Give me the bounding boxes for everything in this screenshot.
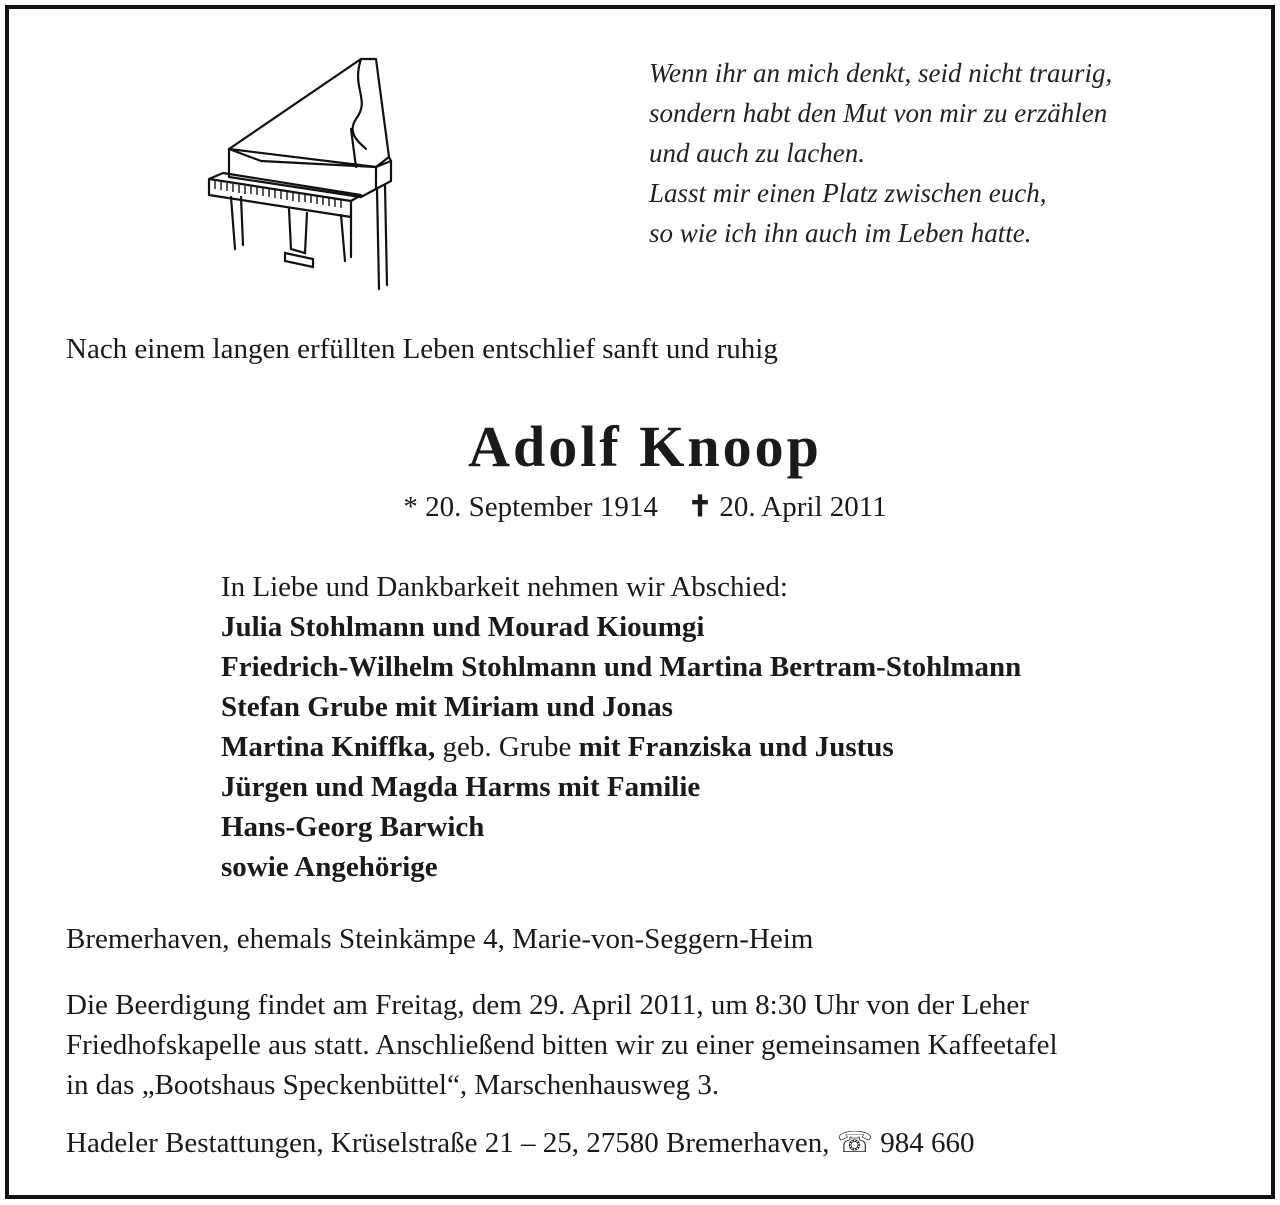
mourners-intro: In Liebe und Dankbarkeit nehmen wir Abschied: — [221, 571, 788, 603]
death-date: 20. April 2011 — [719, 491, 887, 523]
grand-piano-icon — [201, 49, 401, 299]
poem-line: sondern habt den Mut von mir zu erzählen — [649, 98, 1108, 128]
mourner-line: Stefan Grube mit Miriam und Jonas — [221, 691, 673, 723]
maiden-name: geb. Grube — [435, 731, 579, 763]
cross-icon: ✝ — [687, 491, 713, 523]
funeral-line: Friedhofskapelle aus statt. Anschließend bitten wir zu einer gemeinsamen Kaffeetafel — [66, 1029, 1058, 1061]
place-text: Bremerhaven, ehemals Steinkämpe 4, Marie-von-Seggern-Heim — [66, 923, 814, 955]
life-dates — [9, 489, 1280, 524]
funeral-line: in das „Bootshaus Speckenbüttel“, Marschenhausweg 3. — [66, 1069, 720, 1101]
funeral-line: Die Beerdigung findet am Freitag, dem 29. April 2011, um 8:30 Uhr von der Leher — [66, 989, 1029, 1021]
mourners-list — [221, 567, 1021, 887]
mourner-line — [221, 727, 1021, 767]
funeral-details — [66, 985, 1058, 1105]
poem-line: und auch zu lachen. — [649, 138, 865, 168]
poem-line: Wenn ihr an mich denkt, seid nicht traurig, — [649, 58, 1113, 88]
mourner-line: Friedrich-Wilhelm Stohlmann und Martina Bertram-Stohlmann — [221, 651, 1022, 683]
memorial-poem — [649, 53, 1249, 253]
mourner-line: Hans-Georg Barwich — [221, 811, 485, 843]
mourner-line: Julia Stohlmann und Mourad Kioumgi — [221, 611, 705, 643]
poem-line: Lasst mir einen Platz zwischen euch, — [649, 178, 1047, 208]
undertaker-contact: Hadeler Bestattungen, Krüselstraße 21 – 25, 27580 Bremerhaven, ☏ 984 660 — [66, 1127, 975, 1159]
mourner-line: sowie Angehörige — [221, 851, 438, 883]
obituary-frame — [5, 5, 1275, 1199]
poem-line: so wie ich ihn auch im Leben hatte. — [649, 218, 1032, 248]
mourner-line: Jürgen und Magda Harms mit Familie — [221, 771, 701, 803]
mourner-name: Martina Kniffka, — [221, 731, 436, 763]
birth-date: * 20. September 1914 — [403, 491, 658, 523]
deceased-name: Adolf Knoop — [468, 414, 822, 479]
intro-text: Nach einem langen erfüllten Leben entschlief sanft und ruhig — [66, 333, 778, 365]
mourner-children: mit Franziska und Justus — [578, 731, 894, 763]
